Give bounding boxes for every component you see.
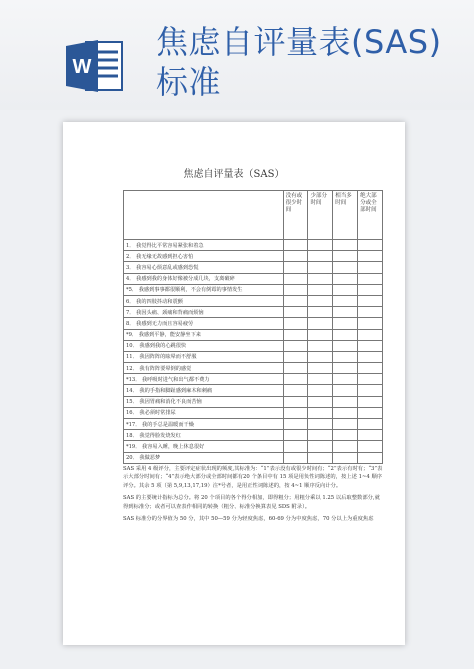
table-row [124,385,383,396]
rating-cell [283,351,308,362]
scoring-notes [123,465,385,527]
rating-cell [358,385,383,396]
rating-cell [308,351,333,362]
rating-cell [333,318,358,329]
rating-cell [283,273,308,284]
rating-cell [283,441,308,452]
rating-cell [283,251,308,262]
rating-cell [308,251,333,262]
page-title: 焦虑自评量表(SAS)标准 [156,23,442,101]
rating-cell [333,407,358,418]
rating-cell [333,240,358,251]
column-header [124,191,284,240]
rating-cell [283,452,308,463]
table-row [124,240,383,251]
rating-cell [308,363,333,374]
table-row [124,441,383,452]
item-text: *5． 我感到事事都很顺利，不会有倒霉的事情发生 [124,284,284,295]
rating-cell [358,284,383,295]
rating-cell [283,374,308,385]
item-text: *13． 我呼吸时进气和出气都不费力 [124,374,284,385]
rating-cell [333,262,358,273]
rating-cell [308,240,333,251]
item-text: 2． 我无缘无故感到担心害怕 [124,251,284,262]
rating-cell [308,396,333,407]
item-text: 6． 我的四肢抖动和震颤 [124,295,284,306]
rating-cell [283,318,308,329]
rating-cell [358,273,383,284]
rating-cell [333,340,358,351]
rating-cell [358,407,383,418]
rating-cell [333,363,358,374]
item-text: 16． 我必须时常排尿 [124,407,284,418]
rating-cell [358,307,383,318]
table-row [124,329,383,340]
table-row [124,307,383,318]
rating-cell [308,284,333,295]
rating-cell [283,419,308,430]
header-banner [0,0,474,110]
rating-cell [283,363,308,374]
item-text: 14． 我的手指和脚趾感到麻木和刺痛 [124,385,284,396]
rating-cell [283,396,308,407]
item-text: 1． 我觉得比平常容易紧张和着急 [124,240,284,251]
rating-cell [333,295,358,306]
rating-cell [333,396,358,407]
document-page [63,122,405,645]
rating-cell [308,385,333,396]
rating-cell [358,251,383,262]
rating-cell [333,273,358,284]
note-paragraph: SAS 采用 4 级评分，主要评定症状出现的频度,其标准为：“1”表示没有或很少时间有；“2”表示有时有；“3”表示大部分时间有；“4”表示绝大部分或全部时间都有20 个条目中有 15 项是用负性词陈述的，按上述 1~4 顺序评分。其余 5 项（第 5,9,13,17,19）注*号者，是用正性词陈述的，按 4~1 顺序反向计分。 [123,466,383,489]
svg-text:W: W [72,56,92,78]
table-row [124,374,383,385]
table-row [124,396,383,407]
rating-cell [308,262,333,273]
column-header: 没有或很少时间 [283,191,308,240]
rating-cell [283,307,308,318]
rating-cell [358,363,383,374]
rating-cell [333,374,358,385]
table-row [124,262,383,273]
rating-cell [333,351,358,362]
rating-cell [358,340,383,351]
rating-cell [283,284,308,295]
table-row [124,419,383,430]
item-text: 18． 我觉得脸发烧发红 [124,430,284,441]
rating-cell [358,318,383,329]
item-text: 20． 我做恶梦 [124,452,284,463]
item-text: 12． 我有阵阵要晕倒的感觉 [124,363,284,374]
rating-cell [308,419,333,430]
rating-cell [358,295,383,306]
rating-cell [358,262,383,273]
rating-cell [308,430,333,441]
table-row [124,251,383,262]
table-row [124,363,383,374]
rating-cell [308,374,333,385]
rating-cell [308,407,333,418]
rating-cell [283,262,308,273]
rating-cell [308,340,333,351]
word-icon [66,38,124,94]
column-header: 绝大部分或全部时间 [358,191,383,240]
rating-cell [358,396,383,407]
table-header-row [124,191,383,240]
rating-cell [358,329,383,340]
column-header: 少部分时间 [308,191,333,240]
rating-cell [358,441,383,452]
item-text: 11． 我因阵阵的眩晕而不舒服 [124,351,284,362]
table-row [124,430,383,441]
rating-cell [358,419,383,430]
table-row [124,273,383,284]
rating-cell [333,385,358,396]
item-text: 3． 我容易心烦意乱或感到恐慌 [124,262,284,273]
rating-cell [308,452,333,463]
rating-cell [333,329,358,340]
item-text: *9． 我感到平静，能安静坐下来 [124,329,284,340]
table-row [124,295,383,306]
rating-cell [283,329,308,340]
item-text: 7． 我因头痛、颈痛和背痛而烦恼 [124,307,284,318]
table-row [124,284,383,295]
rating-cell [283,385,308,396]
table-row [124,340,383,351]
rating-cell [333,307,358,318]
rating-cell [283,295,308,306]
rating-cell [308,273,333,284]
rating-cell [308,329,333,340]
item-text: 15． 我因胃痛和消化不良而苦恼 [124,396,284,407]
rating-cell [308,307,333,318]
document-title: 焦虑自评量表（SAS） [183,169,285,180]
sas-table [123,190,383,464]
rating-cell [358,374,383,385]
rating-cell [333,284,358,295]
rating-cell [283,340,308,351]
rating-cell [358,351,383,362]
rating-cell [308,441,333,452]
table-row [124,407,383,418]
rating-cell [308,318,333,329]
rating-cell [283,407,308,418]
item-text: 4． 我感到我的身体好像被分成几块，支离破碎 [124,273,284,284]
note-paragraph: SAS 的主要统计指标为总分。将 20 个项目的各个得分相加，即得粗分；用粗分乘以 1.25 以后取整数部分,就得到标准分；或者可以查表作相同的转换（粗分、标准分换算表见 SDS 附录）。 [123,495,380,510]
rating-cell [283,430,308,441]
rating-cell [283,240,308,251]
rating-cell [358,240,383,251]
rating-cell [358,430,383,441]
table-row [124,351,383,362]
item-text: *17． 我的手总是温暖而干燥 [124,419,284,430]
table-row [124,318,383,329]
rating-cell [333,251,358,262]
rating-cell [333,452,358,463]
rating-cell [333,430,358,441]
item-text: 8． 我感到无力而且容易疲劳 [124,318,284,329]
column-header: 相当多时间 [333,191,358,240]
rating-cell [308,295,333,306]
rating-cell [333,419,358,430]
item-text: *19． 我容易入睡，晚上休息很好 [124,441,284,452]
item-text: 10． 我感到我的心跳很快 [124,340,284,351]
rating-cell [358,452,383,463]
table-row [124,452,383,463]
rating-cell [333,441,358,452]
note-paragraph: SAS 标准分的分界值为 50 分，其中 50—59 分为轻度焦虑，60-69 分为中度焦虑，70 分以上为重度焦虑 [123,516,374,523]
